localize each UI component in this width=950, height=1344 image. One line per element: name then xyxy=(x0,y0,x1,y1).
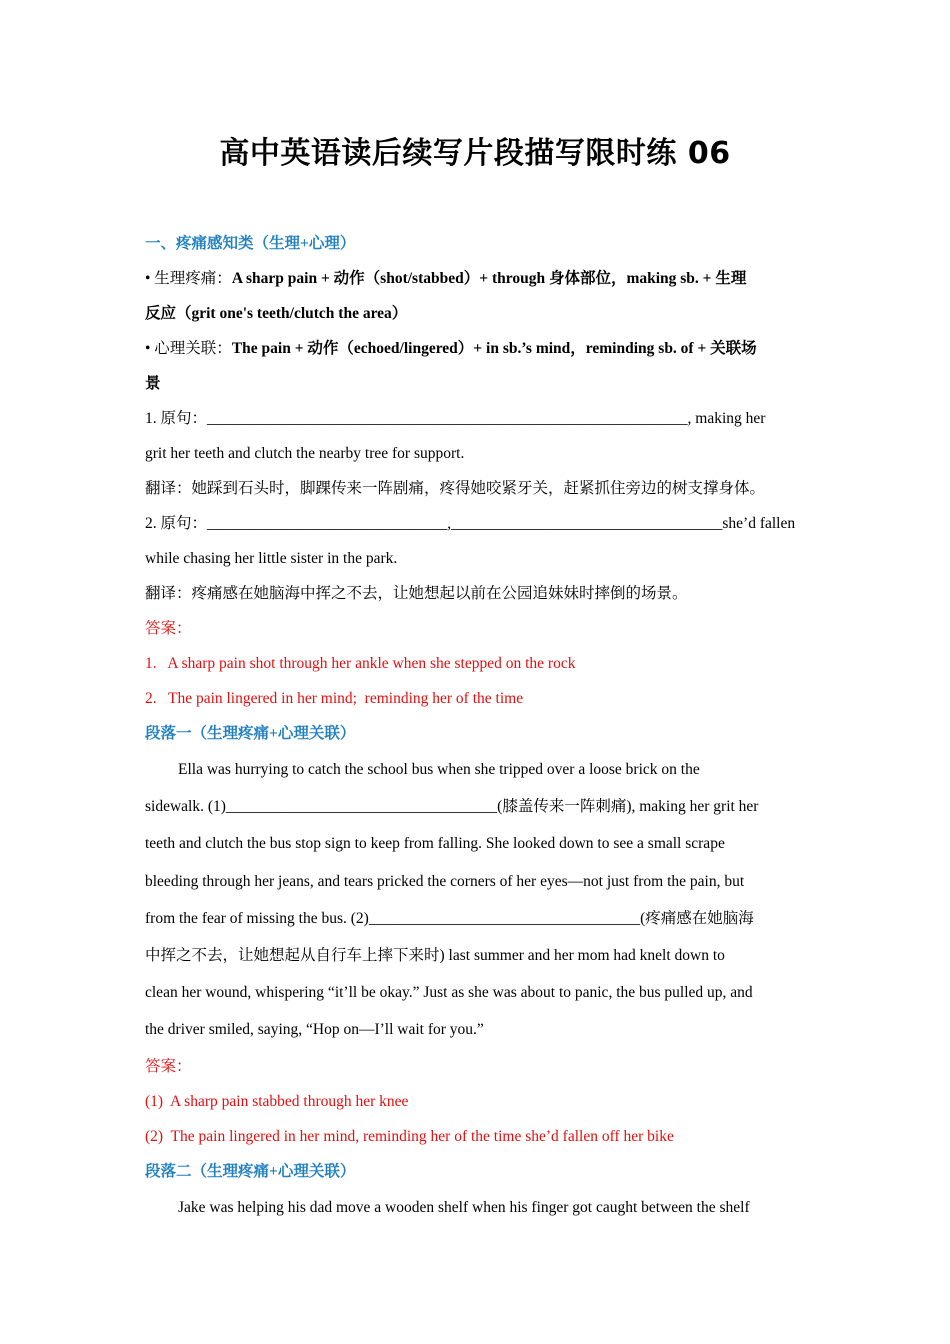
paragraph-1-line: the driver smiled, saying, “Hop on—I’ll wait for you.” xyxy=(145,1021,484,1039)
paragraph-1-line: teeth and clutch the bus stop sign to keep from falling. She looked down to see a small scrape xyxy=(145,835,725,853)
bullet-physical-pain-formula: A sharp pain + 动作（shot/stabbed）+ through 身体部位，making sb. + 生理 xyxy=(231,270,747,287)
paragraph-1-line: Ella was hurrying to catch the school bus when she tripped over a loose brick on the xyxy=(178,761,700,778)
paragraph-1-answer-label: 答案： xyxy=(145,1057,192,1075)
paragraph-1-heading: 段落一（生理疼痛+心理关联） xyxy=(145,725,356,742)
exercise-2-after: she’d fallen xyxy=(722,515,796,532)
bullet-psychological-link-line1 xyxy=(145,331,807,366)
paragraph-1-answer-2: (2) The pain lingered in her mind, reminding her of the time she’d fallen off her bike xyxy=(145,1127,674,1145)
exercise-2-comma: , xyxy=(447,515,452,532)
paragraph-1-line: bleeding through her jeans, and tears pricked the corners of her eyes—not just from the pain, but xyxy=(145,872,745,890)
exercise-2-line1 xyxy=(145,506,807,541)
exercise-2-blank-1: _______________________________ xyxy=(207,515,448,532)
exercise-1-translation: 翻译：她踩到石头时，脚踝传来一阵剧痛，疼得她咬紧牙关，赶紧抓住旁边的树支撑身体。 xyxy=(145,480,766,497)
bullet-psychological-link-line2: 景 xyxy=(145,375,161,392)
exercise-1-label: 1. 原句： xyxy=(145,410,208,427)
exercise-2-label: 2. 原句： xyxy=(145,515,208,532)
bullet-physical-pain-line2: 反应（grit one's teeth/clutch the area） xyxy=(145,305,408,322)
page-title: 高中英语读后续写片段描写限时练 06 xyxy=(219,136,731,171)
exercise-1-line2: grit her teeth and clutch the nearby tree for support. xyxy=(145,445,465,462)
paragraph-1-line: from the fear of missing the bus. (2)___________________________________(疼痛感在她脑海 xyxy=(145,909,754,927)
exercise-1-blank: ______________________________________________________________ xyxy=(207,410,688,427)
exercise-2-line2: while chasing her little sister in the park. xyxy=(145,550,398,567)
exercise-2-translation: 翻译：疼痛感在她脑海中挥之不去，让她想起以前在公园追妹妹时摔倒的场景。 xyxy=(145,585,688,602)
exercise-1-after: , making her xyxy=(687,410,766,427)
section-heading-pain-perception: 一、疼痛感知类（生理+心理） xyxy=(145,235,356,252)
paragraph-2-heading: 段落二（生理疼痛+心理关联） xyxy=(145,1162,356,1180)
bullet-physical-pain-prefix: • 生理疼痛： xyxy=(145,270,232,287)
paragraph-1-line: clean her wound, whispering “it’ll be okay.” Just as she was about to panic, the bus pulled up, and xyxy=(145,984,753,1002)
paragraph-2-line: Jake was helping his dad move a wooden shelf when his finger got caught between the shelf xyxy=(178,1198,750,1216)
exercise-2-blank-2: ___________________________________ xyxy=(451,515,723,532)
bullet-psychological-link-formula: The pain + 动作（echoed/lingered）+ in sb.’s mind，reminding sb. of + 关联场 xyxy=(231,340,757,357)
paragraph-1-line: 中挥之不去，让她想起从自行车上摔下来时) last summer and her mom had knelt down to xyxy=(145,947,725,965)
exercise-1-line1 xyxy=(145,401,807,436)
paragraph-1-line: sidewalk. (1)___________________________________(膝盖传来一阵刺痛), making her grit her xyxy=(145,798,759,816)
answer-label: 答案： xyxy=(145,620,192,637)
paragraph-1-answer-1: (1) A sharp pain stabbed through her knee xyxy=(145,1092,409,1110)
bullet-physical-pain-line1 xyxy=(145,261,807,296)
answer-2: 2. The pain lingered in her mind; reminding her of the time xyxy=(145,690,524,707)
answer-1: 1. A sharp pain shot through her ankle when she stepped on the rock xyxy=(145,655,576,672)
bullet-psychological-link-prefix: • 心理关联： xyxy=(145,340,232,357)
document-body xyxy=(145,226,807,1226)
